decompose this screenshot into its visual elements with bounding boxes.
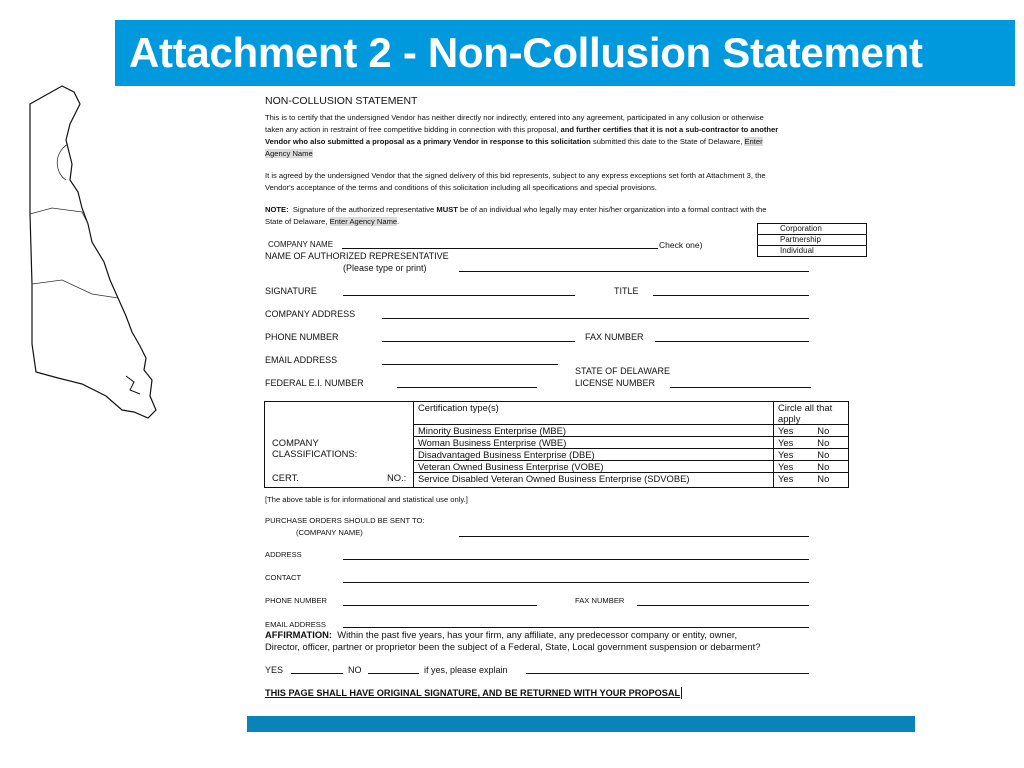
circle-header: Circle all that apply [774,402,849,425]
intro-line-1: This is to certify that the undersigned Vendor has neither directly nor indirectly, entered into any agreement, participated in any collusion or otherwise [265,113,764,122]
purchase-fax-label: FAX NUMBER [575,596,625,605]
company-type-table [757,223,867,257]
purchase-address-line[interactable] [343,559,809,560]
signature-line[interactable] [343,295,575,296]
table-footnote: [The above table is for informational and statistical use only.] [265,495,468,504]
purchase-fax-line[interactable] [637,605,809,606]
purchase-email-line[interactable] [343,627,809,628]
page-title: Attachment 2 - Non-Collusion Statement [129,29,923,76]
purchase-address-label: ADDRESS [265,550,302,559]
company-address-label: COMPANY ADDRESS [265,309,356,319]
intro-line-3: Vendor who also submitted a proposal as a primary Vendor in response to this solicitation submitted this date to the State of Delaware, Enter [265,137,763,146]
phone-label: PHONE NUMBER [265,332,339,342]
cert-row-type: Woman Business Enterprise (WBE) [414,437,774,449]
purchase-phone-line[interactable] [343,605,537,606]
purchase-contact-line[interactable] [343,582,809,583]
cert-no-label: NO.: [387,472,407,483]
license-line[interactable] [670,387,811,388]
affirmation-line-1: AFFIRMATION: Within the past five years, has your firm, any affiliate, any predecessor company or entity, owner, [265,629,738,640]
cert-row-type: Service Disabled Veteran Owned Business Enterprise (SDVOBE) [414,473,774,488]
form-heading: NON-COLLUSION STATEMENT [265,95,418,107]
signature-label: SIGNATURE [265,286,317,296]
agreed-line-1: It is agreed by the undersigned Vendor that the signed delivery of this bid represents, subject to any express exceptions set forth at Attachment 3, the [265,171,766,180]
purchase-heading: PURCHASE ORDERS SHOULD BE SENT TO: [265,516,425,525]
cert-row-type: Veteran Owned Business Enterprise (VOBE) [414,461,774,473]
company-label: COMPANY [272,437,319,448]
note-line-1: NOTE: Signature of the authorized representative MUST be of an individual who legally may enter his/her organization into a formal contract with the [265,205,767,214]
purchase-email-label: EMAIL ADDRESS [265,620,326,629]
purchase-phone-label: PHONE NUMBER [265,596,328,605]
footer-note: THIS PAGE SHALL HAVE ORIGINAL SIGNATURE, AND BE RETURNED WITH YOUR PROPOSAL [265,688,681,698]
type-individual[interactable]: Individual [758,246,867,257]
cert-row-type: Disadvantaged Business Enterprise (DBE) [414,449,774,461]
title-label: TITLE [614,286,639,296]
type-partnership[interactable]: Partnership [758,235,867,246]
cert-row-choice[interactable]: Yes No [774,461,849,473]
affirmation-no-line[interactable] [368,673,419,674]
affirmation-no-label: NO [348,665,362,675]
affirmation-explain-label: if yes, please explain [424,665,508,675]
classifications-label: CLASSIFICATIONS: [272,448,358,459]
affirmation-explain-line[interactable] [526,673,809,674]
cert-label: CERT. [272,472,299,483]
cert-row-choice[interactable]: Yes No [774,449,849,461]
authorized-rep-line[interactable] [459,271,809,272]
note-line-2: State of Delaware, Enter Agency Name. [265,217,400,226]
cert-row-type: Minority Business Enterprise (MBE) [414,425,774,437]
purchase-company-line[interactable] [459,536,809,537]
intro-line-2: taken any action in restraint of free competitive bidding in connection with this proposal, and further certifies that it is not a sub-contractor to another [265,125,779,134]
fax-line[interactable] [655,341,809,342]
state-of-delaware-label: STATE OF DELAWARE [575,366,671,376]
cert-type-header: Certification type(s) [414,402,774,425]
type-corporation[interactable]: Corporation [758,224,867,235]
classification-left-cell [265,402,414,488]
bottom-bar [247,716,915,732]
cert-row-choice[interactable]: Yes No [774,437,849,449]
cert-row-choice[interactable]: Yes No [774,425,849,437]
phone-line[interactable] [382,341,575,342]
email-line[interactable] [382,364,558,365]
affirmation-line-2: Director, officer, partner or proprietor been the subject of a Federal, State, Local government suspension or debarment? [265,641,761,652]
affirmation-yes-label: YES [265,665,284,675]
email-label: EMAIL ADDRESS [265,355,338,365]
purchase-contact-label: CONTACT [265,573,302,582]
federal-ei-label: FEDERAL E.I. NUMBER [265,378,364,388]
agreed-line-2: Vendor's acceptance of the terms and conditions of this solicitation including all specifications and special provisions. [265,183,657,192]
affirmation-yes-line[interactable] [291,673,343,674]
check-one-label: Check one) [659,240,703,250]
cert-row-choice[interactable]: Yes No [774,473,849,488]
company-name-line[interactable] [342,248,658,249]
company-address-line[interactable] [382,318,809,319]
federal-ei-line[interactable] [397,387,537,388]
please-type-label: (Please type or print) [343,263,427,273]
intro-line-4: Agency Name [265,149,313,158]
authorized-rep-label: NAME OF AUTHORIZED REPRESENTATIVE [265,251,449,261]
classification-table [264,401,849,488]
fax-label: FAX NUMBER [585,332,644,342]
license-label: LICENSE NUMBER [575,378,656,388]
title-line[interactable] [653,295,809,296]
purchase-company-label: (COMPANY NAME) [296,528,363,537]
company-name-label: COMPANY NAME [268,240,334,249]
